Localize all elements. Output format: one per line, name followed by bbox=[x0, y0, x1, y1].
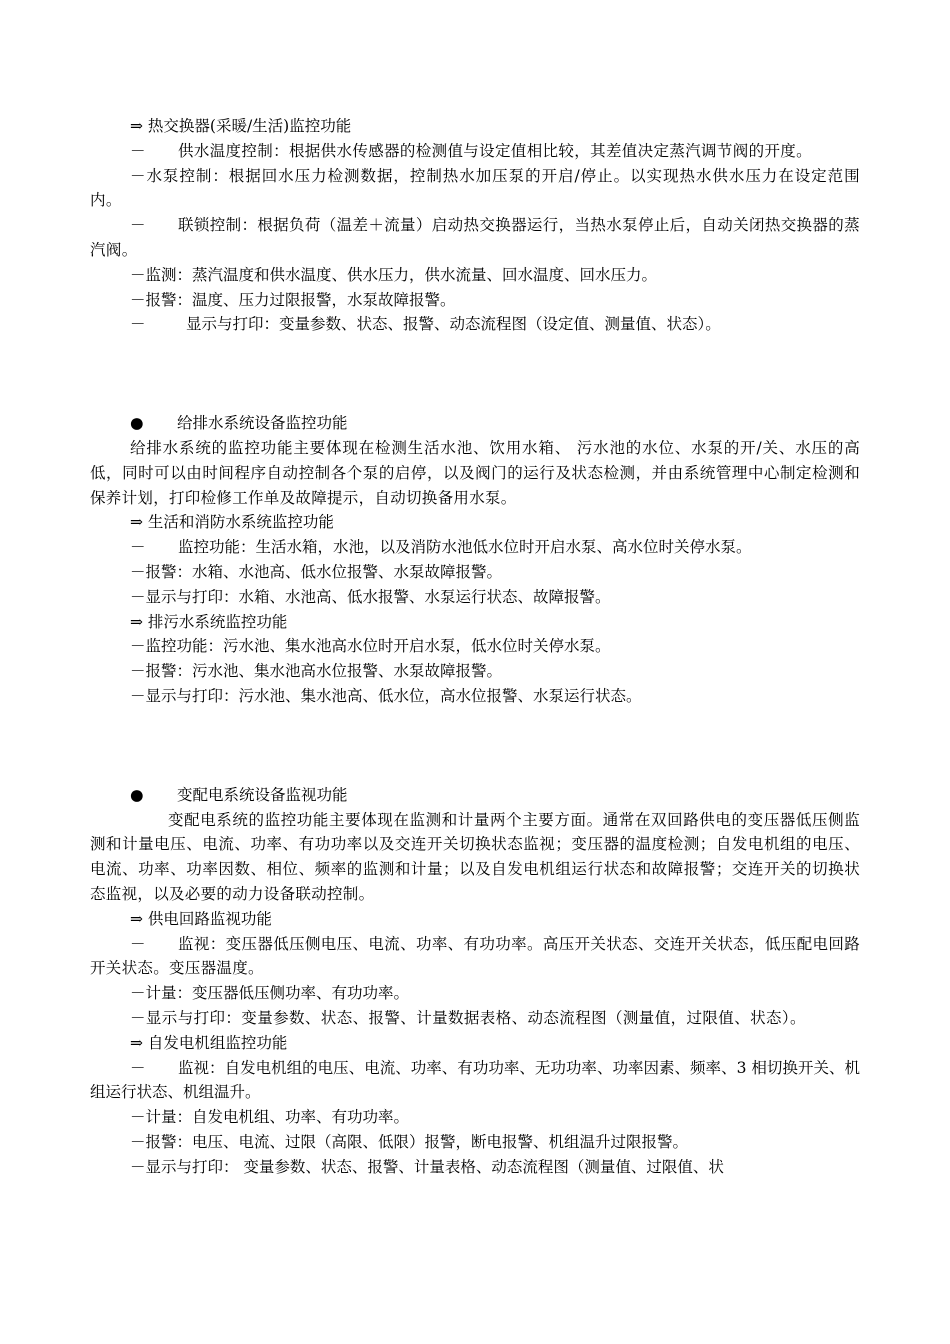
heat-item-4 bbox=[90, 263, 860, 288]
water-sub2-item-1-text: －监控功能：污水池、集水池高水位时开启水泵，低水位时关停水泵。 bbox=[130, 637, 611, 656]
power-sub1-item-3-text: －显示与打印：变量参数、状态、报警、计量数据表格、动态流程图（测量值，过限值、状态）。 bbox=[130, 1008, 806, 1027]
water-sub1-item-1 bbox=[90, 535, 860, 560]
power-sub1-item-2-text: －计量：变压器低压侧功率、有功功率。 bbox=[130, 984, 410, 1003]
water-sub1-item-2 bbox=[90, 560, 860, 585]
water-sub1-item-3 bbox=[90, 585, 860, 610]
bullet-icon: ● bbox=[130, 414, 144, 433]
spacer bbox=[90, 709, 860, 783]
water-sub1-item-2-text: －报警：水箱、水池高、低水位报警、水泵故障报警。 bbox=[130, 562, 503, 581]
heat-item-5 bbox=[90, 288, 860, 313]
heat-item-1-text: 供水温度控制：根据供水传感器的检测值与设定值相比较，其差值决定蒸汽调节阀的开度。 bbox=[178, 141, 813, 160]
dash-mark: － bbox=[130, 141, 146, 160]
heat-item-5-text: －报警：温度、压力过限报警，水泵故障报警。 bbox=[130, 290, 456, 309]
water-sub2-heading: ⇒ 排污水系统监控功能 bbox=[130, 612, 288, 631]
heat-exchanger-heading: ⇒ 热交换器(采暖/生活)监控功能 bbox=[130, 117, 352, 135]
heat-item-6 bbox=[90, 312, 860, 337]
heat-item-3 bbox=[90, 213, 860, 263]
water-intro bbox=[90, 436, 860, 510]
power-sub1-item-2 bbox=[90, 981, 860, 1006]
dash-mark: － bbox=[130, 538, 146, 557]
spacer bbox=[90, 337, 860, 411]
document-page bbox=[90, 114, 860, 1179]
power-intro-text: 变配电系统的监控功能主要体现在监测和计量两个主要方面。通常在双回路供电的变压器低压侧监测和计量电压、电流、功率、有功功率以及交连开关切换状态监视；变压器的温度检测；自发电机组的电压、电流、功率、功率因数、相位、频率的监测和计量；以及自发电机组运行状态和故障报警；交连开关的切换状态监视，以及必要的动力设备联动控制。 bbox=[90, 810, 860, 903]
power-sub1-item-3 bbox=[90, 1006, 860, 1031]
heat-item-4-text: －监测：蒸汽温度和供水温度、供水压力，供水流量、回水温度、回水压力。 bbox=[130, 265, 658, 284]
dash-mark: － bbox=[130, 216, 146, 235]
power-sub2-item-4 bbox=[90, 1155, 860, 1180]
water-sub1-item-3-text: －显示与打印：水箱、水池高、低水报警、水泵运行状态、故障报警。 bbox=[130, 587, 611, 606]
power-sub2-item-3-text: －报警：电压、电流、过限（高限、低限）报警，断电报警、机组温升过限报警。 bbox=[130, 1132, 689, 1151]
power-sub1-item-1 bbox=[90, 932, 860, 982]
power-sub2-item-4-text: －显示与打印： 变量参数、状态、报警、计量表格、动态流程图（测量值、过限值、状 bbox=[130, 1157, 724, 1176]
heat-item-6-text: 显示与打印：变量参数、状态、报警、动态流程图（设定值、测量值、状态）。 bbox=[186, 315, 721, 334]
dash-mark: － bbox=[130, 1058, 146, 1077]
water-sub2-item-3 bbox=[90, 684, 860, 709]
power-section-heading bbox=[90, 783, 860, 808]
power-section-title: 变配电系统设备监视功能 bbox=[177, 785, 348, 804]
water-sub1-heading: ⇒ 生活和消防水系统监控功能 bbox=[130, 513, 334, 532]
water-sub2-item-2-text: －报警：污水池、集水池高水位报警、水泵故障报警。 bbox=[130, 662, 503, 681]
heat-item-3-text: 联锁控制：根据负荷（温差＋流量）启动热交换器运行，当热水泵停止后，自动关闭热交换器的蒸汽阀。 bbox=[90, 216, 860, 259]
heat-item-2-text: －水泵控制：根据回水压力检测数据，控制热水加压泵的开启/停止。以实现热水供水压力在设定范围内。 bbox=[90, 166, 860, 210]
power-sub2-item-1 bbox=[90, 1056, 860, 1106]
dash-mark: － bbox=[130, 315, 146, 334]
bullet-icon: ● bbox=[130, 785, 144, 804]
power-intro bbox=[90, 808, 860, 907]
power-sub1-item-1-text: 监视：变压器低压侧电压、电流、功率、有功功率。高压开关状态、交连开关状态，低压配电回路开关状态。变压器温度。 bbox=[90, 934, 860, 978]
power-sub2-item-1-text: 监视：自发电机组的电压、电流、功率、有功功率、无功功率、功率因素、频率、3 相切换开关、机组运行状态、机组温升。 bbox=[90, 1058, 860, 1102]
water-sub1-item-1-text: 监控功能：生活水箱，水池，以及消防水池低水位时开启水泵、高水位时关停水泵。 bbox=[178, 538, 752, 557]
water-section-title: 给排水系统设备监控功能 bbox=[177, 414, 348, 433]
water-section-heading bbox=[90, 411, 860, 436]
water-intro-text: 给排水系统的监控功能主要体现在检测生活水池、饮用水箱、 污水池的水位、水泵的开/关、水压的高低，同时可以由时间程序自动控制各个泵的启停，以及阀门的运行及状态检测，并由系统管理中心制定检测和保养计划，打印检修工作单及故障提示，自动切换备用水泵。 bbox=[90, 438, 860, 507]
power-sub2-item-2 bbox=[90, 1105, 860, 1130]
heat-item-2 bbox=[90, 164, 860, 214]
dash-mark: － bbox=[130, 934, 146, 953]
water-sub2-item-2 bbox=[90, 659, 860, 684]
power-sub2-heading: ⇒ 自发电机组监控功能 bbox=[130, 1033, 288, 1052]
power-sub1-heading: ⇒ 供电回路监视功能 bbox=[130, 909, 272, 928]
power-sub2-item-2-text: －计量：自发电机组、功率、有功功率。 bbox=[130, 1108, 410, 1127]
power-sub2-item-3 bbox=[90, 1130, 860, 1155]
water-sub2-item-1 bbox=[90, 634, 860, 659]
heat-item-1 bbox=[90, 139, 860, 164]
water-sub2-item-3-text: －显示与打印：污水池、集水池高、低水位，高水位报警、水泵运行状态。 bbox=[130, 686, 642, 705]
